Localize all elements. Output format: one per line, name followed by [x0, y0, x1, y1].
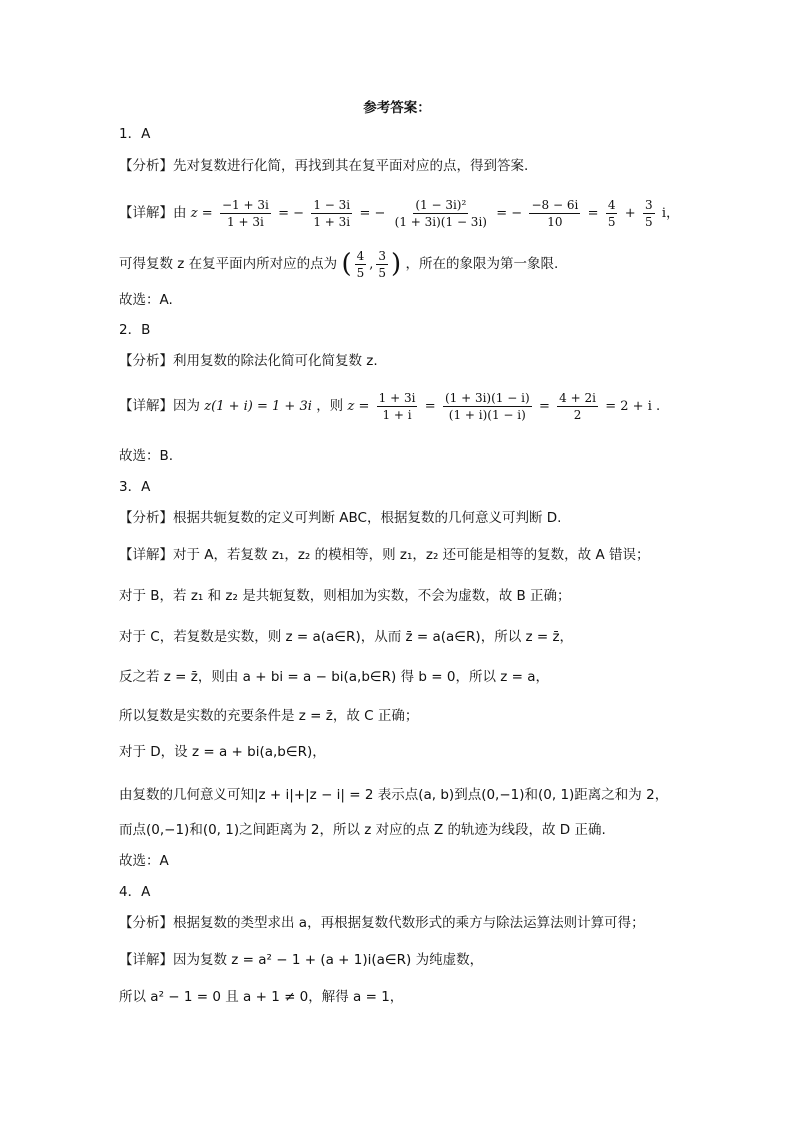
- q3-detail-b: 对于 B，若 z₁ 和 z₂ 是共轭复数，则相加为实数，不会为虚数，故 B 正确；: [119, 588, 571, 604]
- q2-answer: 故选：B.: [119, 448, 174, 464]
- q4-analysis: 【分析】根据复数的类型求出 a，再根据复数代数形式的乘方与除法运算法则计算可得；: [119, 915, 645, 931]
- q4-detail-2: 所以 a² − 1 = 0 且 a + 1 ≠ 0，解得 a = 1，: [119, 989, 404, 1005]
- q3-answer: 故选：A: [119, 853, 169, 869]
- q2-number: 2．B: [119, 322, 151, 338]
- q3-detail-d: 对于 D，设 z = a + bi(a,b∈R)，: [119, 744, 326, 760]
- q1-point-line: 可得复数 z 在复平面内所对应的点为 ( $\frac{4}{5}$ , $\frac{3}{5}$ ) ，所在的象限为第一象限.: [119, 248, 559, 280]
- q1-point-y: $\frac{3}{5}$: [378, 248, 387, 280]
- q1-eq-lhs: z =: [190, 206, 213, 221]
- q2-condition: z(1 + i) = 1 + 3i: [204, 399, 312, 414]
- q1-fraction-6: $\frac{3}{5}$: [644, 197, 653, 229]
- q1-number: 1．A: [119, 126, 151, 142]
- q2-detail-equation: 【详解】因为 z(1 + i) = 1 + 3i ，则 z = $\frac{1 + 3i}{1 + i}$ = $\frac{(1 + 3i)(1 - i)}{(1 + i)(1 - i)}$ = $\frac{4 + 2i}{2}$ = 2 + i .: [119, 390, 661, 422]
- q3-detail-c-conclusion: 所以复数是实数的充要条件是 z = z̄，故 C 正确；: [119, 708, 419, 724]
- q3-detail-a: 【详解】对于 A，若复数 z₁，z₂ 的模相等，则 z₁，z₂ 还可能是相等的复数，故 A 错误；: [119, 547, 650, 563]
- q3-detail-c-converse: 反之若 z = z̄，则由 a + bi = a − bi(a,b∈R) 得 b = 0，所以 z = a，: [119, 669, 550, 685]
- q1-detail-label: 【详解】由: [119, 205, 187, 221]
- q1-fraction-5: $\frac{4}{5}$: [607, 197, 616, 229]
- q1-point-x: $\frac{4}{5}$: [356, 248, 365, 280]
- q1-fraction-1: $\frac{-1 + 3i}{1 + 3i}$: [221, 197, 269, 229]
- q1-point-pre: 可得复数 z 在复平面内所对应的点为: [119, 256, 338, 272]
- q1-answer: 故选：A.: [119, 292, 173, 308]
- q1-point-post: ，所在的象限为第一象限.: [405, 256, 559, 272]
- q3-analysis: 【分析】根据共轭复数的定义可判断 ABC，根据复数的几何意义可判断 D.: [119, 510, 562, 526]
- q2-analysis: 【分析】利用复数的除法化简可化简复数 z.: [119, 353, 378, 369]
- q4-detail-1: 【详解】因为复数 z = a² − 1 + (a + 1)i(a∈R) 为纯虚数，: [119, 952, 484, 968]
- q2-fraction-2: $\frac{(1 + 3i)(1 - i)}{(1 + i)(1 - i)}$: [444, 390, 530, 422]
- q3-detail-d-geometry: 由复数的几何意义可知|z + i|+|z − i| = 2 表示点(a, b)到点(0,−1)和(0, 1)距离之和为 2，: [119, 787, 669, 803]
- q2-fraction-1: $\frac{1 + 3i}{1 + i}$: [378, 390, 416, 422]
- q2-fraction-3: $\frac{4 + 2i}{2}$: [559, 390, 596, 422]
- q1-fraction-2: $\frac{1 - 3i}{1 + 3i}$: [313, 197, 351, 229]
- q1-fraction-3: $\frac{\text{(1 − 3i)²}}{(1 + 3i)(1 - 3i)}$: [394, 197, 487, 229]
- page-title: 参考答案：: [363, 100, 431, 116]
- q1-analysis: 【分析】先对复数进行化简，再找到其在复平面对应的点，得到答案.: [119, 158, 529, 174]
- q1-fraction-4: $\frac{-8 - 6i}{10}$: [531, 197, 579, 229]
- q3-detail-c: 对于 C，若复数是实数，则 z = a(a∈R)，从而 z̄ = a(a∈R)，所以 z = z̄，: [119, 629, 574, 645]
- q3-detail-d-conclusion: 而点(0,−1)和(0, 1)之间距离为 2，所以 z 对应的点 Z 的轨迹为线段，故 D 正确.: [119, 822, 606, 838]
- q3-number: 3．A: [119, 479, 151, 495]
- q1-detail-equation: 【详解】由 z = $\frac{-1 + 3i}{1 + 3i}$ = − $\frac{1 - 3i}{1 + 3i}$ = − $\frac{\text{(1 − 3i)²}}{(1 + 3i)(1 - 3i)}$ = − $\frac{-8 - 6i}{10}$ = $\frac{4}{5}$ + $\frac{3}{5}$ i，: [119, 197, 680, 229]
- q4-number: 4．A: [119, 884, 151, 900]
